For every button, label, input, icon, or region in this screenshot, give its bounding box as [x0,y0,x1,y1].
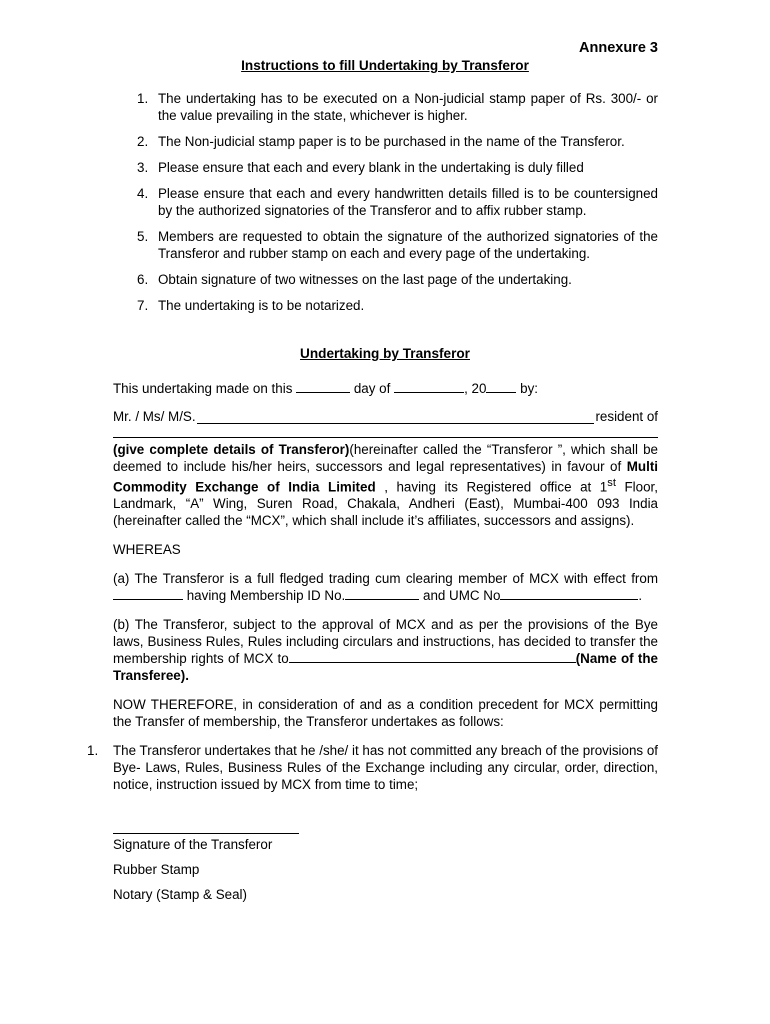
instruction-item: 6. Obtain signature of two witnesses on the last page of the undertaking. [137,272,572,287]
undertaking-body [87,380,658,903]
date-line: This undertaking made on this day of , 20 by: [113,381,539,396]
rubber-stamp-label: Rubber Stamp [113,862,200,878]
clause-1: 1. The Transferor undertakes that he /she/ it has not committed any breach of the provisions of Bye- Laws, Rules, Business Rules of the Exchange including any circular, order, direction, notice, instruction issued by MCX from time to time; [87,743,658,793]
instruction-item: 3. Please ensure that each and every blank in the undertaking is duly filled [137,160,584,175]
year-blank[interactable] [486,380,516,393]
umc-no-blank[interactable] [500,587,638,600]
now-therefore: NOW THEREFORE, in consideration of and as a condition precedent for MCX permitting the Transfer of membership, the Transferor undertakes as follows: [113,697,658,730]
name-blank[interactable] [197,411,595,424]
transferee-name-blank[interactable] [289,650,576,663]
address-blank[interactable] [113,436,658,438]
instructions-list [137,90,658,323]
whereas-heading: WHEREAS [113,542,181,558]
clause-b: (b) The Transferor, subject to the approval of MCX and as per the provisions of the Bye laws, Business Rules, Rules including circulars and instructions, has decided to transfer the membership rights of MCX to (Name of the Transferee). [113,617,658,684]
instruction-item: 7. The undertaking is to be notarized. [137,298,365,313]
clause-a: (a) The Transferor is a full fledged trading cum clearing member of MCX with effect from having Membership ID No. and UMC No . [113,571,658,604]
name-line: Mr. / Ms/ M/S. resident of [113,409,658,424]
instructions-title: Instructions to fill Undertaking by Transferor [241,58,529,73]
month-blank[interactable] [394,380,464,393]
instruction-item: 1. The undertaking has to be executed on a Non-judicial stamp paper of Rs. 300/- or the value prevailing in the state, whichever is higher. [137,91,658,123]
instruction-item: 2. The Non-judicial stamp paper is to be purchased in the name of the Transferor. [137,134,625,149]
notary-label: Notary (Stamp & Seal) [113,887,247,903]
instruction-item: 4. Please ensure that each and every handwritten details filled is to be countersigned by the authorized signatories of the Transferor and to affix rubber stamp. [137,186,658,218]
signature-line[interactable] [113,833,299,834]
transferor-details: (give complete details of Transferor)(hereinafter called the “Transferor ”, which shall be deemed to include his/her heirs, successors and legal representatives) in favour of Multi Commodity Exchange of India Limited , having its Registered office at 1st Floor, Landmark, “A” Wing, Suren Road, Chakala, Andheri (East), Mumbai-400 093 India (hereinafter called the “MCX”, which shall include it’s affiliates, successors and assigns). [113,442,658,529]
annexure-label: Annexure 3 [579,40,658,56]
undertaking-title: Undertaking by Transferor [300,346,470,361]
effective-date-blank[interactable] [113,587,183,600]
signature-label: Signature of the Transferor [113,837,273,853]
instruction-item: 5. Members are requested to obtain the signature of the authorized signatories of the Transferor and rubber stamp on each and every page of the undertaking. [137,229,658,261]
membership-id-blank[interactable] [345,587,419,600]
day-blank[interactable] [296,380,350,393]
